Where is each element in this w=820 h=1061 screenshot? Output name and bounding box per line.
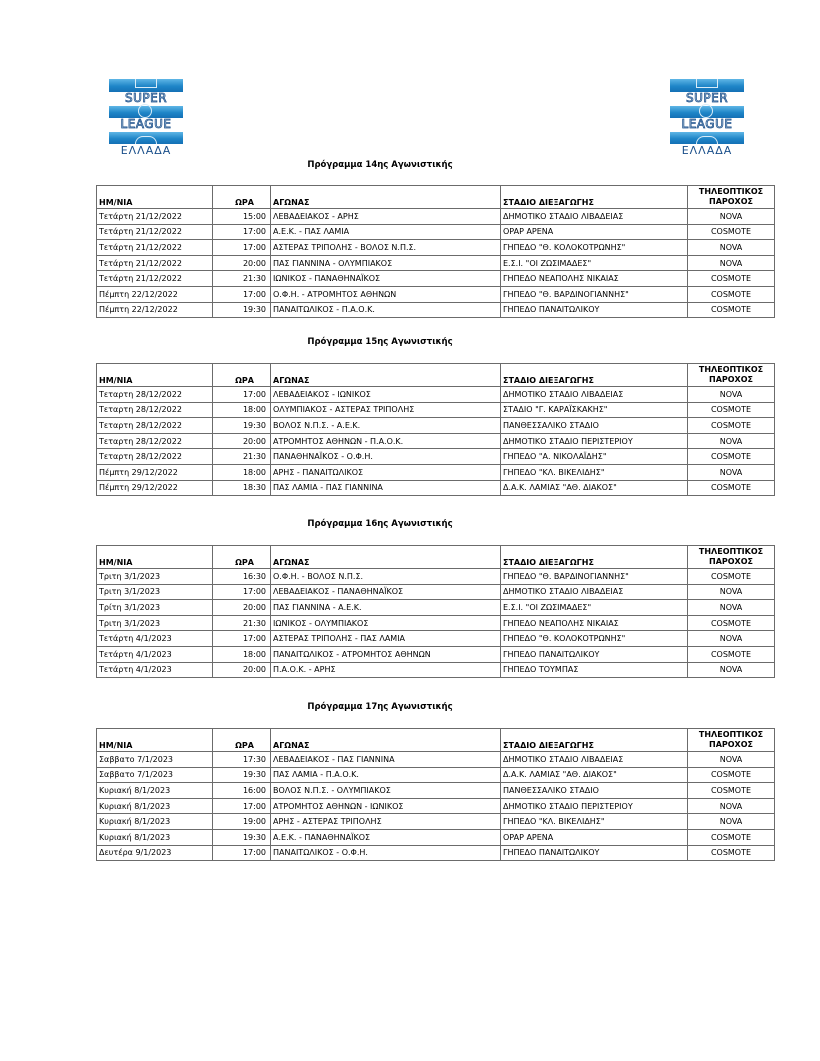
- header-venue: ΣΤΑΔΙΟ ΔΙΕΞΑΓΩΓΗΣ: [501, 546, 688, 569]
- cell-time: 18:00: [213, 646, 271, 662]
- header-match: ΑΓΩΝΑΣ: [271, 546, 501, 569]
- cell-venue: ΓΗΠΕΔΟ "ΚΛ. ΒΙΚΕΛΙΔΗΣ": [501, 814, 688, 830]
- cell-time: 17:00: [213, 798, 271, 814]
- cell-tv-provider: NOVA: [688, 631, 775, 647]
- header-tv-provider: [688, 186, 775, 209]
- cell-time: 19:30: [213, 767, 271, 783]
- header-tv-line2: ΠΑΡΟΧΟΣ: [709, 557, 753, 566]
- header-tv-provider: [688, 729, 775, 752]
- cell-time: 20:00: [213, 600, 271, 616]
- cell-date: Τεταρτη 28/12/2022: [97, 418, 213, 434]
- table-row: [97, 433, 775, 449]
- cell-date: Τεταρτη 28/12/2022: [97, 402, 213, 418]
- cell-match: ΛΕΒΑΔΕΙΑΚΟΣ - ΠΑΣ ΓΙΑΝΝΙΝΑ: [271, 752, 501, 768]
- cell-match: ΑΤΡΟΜΗΤΟΣ ΑΘΗΝΩΝ - Π.Α.Ο.Κ.: [271, 433, 501, 449]
- cell-date: Τετάρτη 21/12/2022: [97, 240, 213, 256]
- cell-time: 18:00: [213, 464, 271, 480]
- cell-date: Τεταρτη 28/12/2022: [97, 387, 213, 403]
- header-time: ΩΡΑ: [213, 729, 271, 752]
- header-date: ΗΜ/ΝΙΑ: [97, 364, 213, 387]
- cell-time: 17:00: [213, 845, 271, 861]
- table-row: [97, 402, 775, 418]
- cell-time: 19:30: [213, 418, 271, 434]
- cell-time: 18:30: [213, 480, 271, 496]
- header-date: ΗΜ/ΝΙΑ: [97, 729, 213, 752]
- cell-match: ΑΡΗΣ - ΠΑΝΑΙΤΩΛΙΚΟΣ: [271, 464, 501, 480]
- cell-venue: ΓΗΠΕΔΟ ΝΕΑΠΟΛΗΣ ΝΙΚΑΙΑΣ: [501, 615, 688, 631]
- header-tv-line2: ΠΑΡΟΧΟΣ: [709, 375, 753, 384]
- cell-time: 19:30: [213, 302, 271, 318]
- cell-tv-provider: COSMOTE: [688, 783, 775, 799]
- cell-venue: ΓΗΠΕΔΟ ΤΟΥΜΠΑΣ: [501, 662, 688, 678]
- cell-match: ΠΑΝΑΙΤΩΛΙΚΟΣ - Π.Α.Ο.Κ.: [271, 302, 501, 318]
- cell-tv-provider: NOVA: [688, 387, 775, 403]
- cell-venue: Ε.Σ.Ι. "ΟΙ ΖΩΣΙΜΑΔΕΣ": [501, 600, 688, 616]
- cell-time: 15:00: [213, 209, 271, 225]
- cell-venue: ΓΗΠΕΔΟ "Θ. ΚΟΛΟΚΟΤΡΩΝΗΣ": [501, 240, 688, 256]
- table-row: [97, 767, 775, 783]
- header-tv-line1: ΤΗΛΕΟΠΤΙΚΟΣ: [698, 547, 764, 556]
- super-league-logo-left: [105, 75, 187, 159]
- cell-time: 16:30: [213, 569, 271, 585]
- table-row: [97, 845, 775, 861]
- cell-date: Τρίτη 3/1/2023: [97, 600, 213, 616]
- cell-date: Τεταρτη 28/12/2022: [97, 449, 213, 465]
- goal-icon: [135, 79, 157, 88]
- cell-venue: ΓΗΠΕΔΟ "Θ. ΒΑΡΔΙΝΟΓΙΑΝΝΗΣ": [501, 569, 688, 585]
- cell-venue: Δ.Α.Κ. ΛΑΜΙΑΣ "ΑΘ. ΔΙΑΚΟΣ": [501, 767, 688, 783]
- table-row: [97, 569, 775, 585]
- cell-match: Ο.Φ.Η. - ΑΤΡΟΜΗΤΟΣ ΑΘΗΝΩΝ: [271, 286, 501, 302]
- super-league-logo-right: [666, 75, 748, 159]
- table-row: [97, 224, 775, 240]
- cell-venue: ΠΑΝΘΕΣΣΑΛΙΚΟ ΣΤΑΔΙΟ: [501, 418, 688, 434]
- cell-venue: Δ.Α.Κ. ΛΑΜΙΑΣ "ΑΘ. ΔΙΑΚΟΣ": [501, 480, 688, 496]
- cell-venue: OPAP ΑΡΕΝΑ: [501, 829, 688, 845]
- center-circle-icon: [699, 104, 713, 118]
- table-row: [97, 783, 775, 799]
- cell-match: Α.Ε.Κ. - ΠΑΝΑΘΗΝΑΪΚΟΣ: [271, 829, 501, 845]
- cell-match: ΟΛΥΜΠΙΑΚΟΣ - ΑΣΤΕΡΑΣ ΤΡΙΠΟΛΗΣ: [271, 402, 501, 418]
- cell-venue: Ε.Σ.Ι. "ΟΙ ΖΩΣΙΜΑΔΕΣ": [501, 255, 688, 271]
- cell-time: 21:30: [213, 449, 271, 465]
- table-header-row: [97, 546, 775, 569]
- cell-date: Κυριακή 8/1/2023: [97, 829, 213, 845]
- cell-date: Κυριακή 8/1/2023: [97, 814, 213, 830]
- cell-tv-provider: COSMOTE: [688, 646, 775, 662]
- cell-venue: ΔΗΜΟΤΙΚΟ ΣΤΑΔΙΟ ΛΙΒΑΔΕΙΑΣ: [501, 387, 688, 403]
- logo-text-ellada: ΕΛΛΑΔΑ: [681, 144, 733, 157]
- logo-text-league: LEAGUE: [120, 117, 172, 131]
- header-tv-provider: [688, 364, 775, 387]
- cell-tv-provider: NOVA: [688, 662, 775, 678]
- cell-tv-provider: NOVA: [688, 752, 775, 768]
- cell-venue: OPAP ΑΡΕΝΑ: [501, 224, 688, 240]
- cell-tv-provider: COSMOTE: [688, 569, 775, 585]
- cell-match: ΠΑΝΑΙΤΩΛΙΚΟΣ - ΑΤΡΟΜΗΤΟΣ ΑΘΗΝΩΝ: [271, 646, 501, 662]
- table-row: [97, 464, 775, 480]
- cell-date: Κυριακή 8/1/2023: [97, 798, 213, 814]
- header-venue: ΣΤΑΔΙΟ ΔΙΕΞΑΓΩΓΗΣ: [501, 186, 688, 209]
- cell-venue: ΓΗΠΕΔΟ ΝΕΑΠΟΛΗΣ ΝΙΚΑΙΑΣ: [501, 271, 688, 287]
- cell-venue: ΔΗΜΟΤΙΚΟ ΣΤΑΔΙΟ ΛΙΒΑΔΕΙΑΣ: [501, 752, 688, 768]
- cell-date: Τετάρτη 4/1/2023: [97, 662, 213, 678]
- cell-match: ΒΟΛΟΣ Ν.Π.Σ. - Α.Ε.Κ.: [271, 418, 501, 434]
- schedule-table: [96, 728, 775, 861]
- cell-date: Πέμπτη 22/12/2022: [97, 302, 213, 318]
- cell-time: 17:00: [213, 240, 271, 256]
- table-row: [97, 829, 775, 845]
- cell-match: ΠΑΣ ΓΙΑΝΝΙΝΑ - Α.Ε.Κ.: [271, 600, 501, 616]
- cell-tv-provider: NOVA: [688, 433, 775, 449]
- cell-time: 20:00: [213, 662, 271, 678]
- cell-venue: ΓΗΠΕΔΟ "Θ. ΒΑΡΔΙΝΟΓΙΑΝΝΗΣ": [501, 286, 688, 302]
- cell-date: Τετάρτη 21/12/2022: [97, 224, 213, 240]
- cell-date: Σαββατο 7/1/2023: [97, 752, 213, 768]
- cell-date: Δευτέρα 9/1/2023: [97, 845, 213, 861]
- cell-match: ΠΑΝΑΘΗΝΑΪΚΟΣ - Ο.Φ.Η.: [271, 449, 501, 465]
- header-venue: ΣΤΑΔΙΟ ΔΙΕΞΑΓΩΓΗΣ: [501, 729, 688, 752]
- cell-match: ΛΕΒΑΔΕΙΑΚΟΣ - ΠΑΝΑΘΗΝΑΪΚΟΣ: [271, 584, 501, 600]
- cell-tv-provider: NOVA: [688, 240, 775, 256]
- header-tv-line1: ΤΗΛΕΟΠΤΙΚΟΣ: [698, 365, 764, 374]
- schedule-table: [96, 363, 775, 496]
- header-tv-provider: [688, 546, 775, 569]
- cell-date: Τετάρτη 21/12/2022: [97, 271, 213, 287]
- schedule-table: [96, 545, 775, 678]
- header-tv-line2: ΠΑΡΟΧΟΣ: [709, 740, 753, 749]
- cell-tv-provider: NOVA: [688, 209, 775, 225]
- header-time: ΩΡΑ: [213, 186, 271, 209]
- cell-tv-provider: COSMOTE: [688, 767, 775, 783]
- header-time: ΩΡΑ: [213, 546, 271, 569]
- cell-time: 19:30: [213, 829, 271, 845]
- cell-date: Τεταρτη 28/12/2022: [97, 433, 213, 449]
- cell-time: 20:00: [213, 433, 271, 449]
- cell-venue: ΓΗΠΕΔΟ "ΚΛ. ΒΙΚΕΛΙΔΗΣ": [501, 464, 688, 480]
- cell-tv-provider: COSMOTE: [688, 845, 775, 861]
- cell-match: ΠΑΣ ΛΑΜΙΑ - Π.Α.Ο.Κ.: [271, 767, 501, 783]
- table-header-row: [97, 729, 775, 752]
- goal-arc-icon: [696, 136, 718, 144]
- table-row: [97, 302, 775, 318]
- cell-tv-provider: NOVA: [688, 600, 775, 616]
- cell-time: 16:00: [213, 783, 271, 799]
- cell-time: 17:00: [213, 387, 271, 403]
- cell-date: Τριτη 3/1/2023: [97, 584, 213, 600]
- logo-text-super: SUPER: [124, 91, 168, 105]
- header-tv-line1: ΤΗΛΕΟΠΤΙΚΟΣ: [698, 187, 764, 196]
- header-venue: ΣΤΑΔΙΟ ΔΙΕΞΑΓΩΓΗΣ: [501, 364, 688, 387]
- table-row: [97, 480, 775, 496]
- cell-tv-provider: COSMOTE: [688, 418, 775, 434]
- table-row: [97, 615, 775, 631]
- header-tv-line1: ΤΗΛΕΟΠΤΙΚΟΣ: [698, 730, 764, 739]
- cell-date: Πέμπτη 22/12/2022: [97, 286, 213, 302]
- header-time: ΩΡΑ: [213, 364, 271, 387]
- cell-time: 20:00: [213, 255, 271, 271]
- table-row: [97, 286, 775, 302]
- cell-date: Τετάρτη 21/12/2022: [97, 255, 213, 271]
- cell-tv-provider: COSMOTE: [688, 829, 775, 845]
- table-row: [97, 631, 775, 647]
- cell-match: ΑΣΤΕΡΑΣ ΤΡΙΠΟΛΗΣ - ΠΑΣ ΛΑΜΙΑ: [271, 631, 501, 647]
- cell-tv-provider: NOVA: [688, 814, 775, 830]
- cell-venue: ΓΗΠΕΔΟ "Θ. ΚΟΛΟΚΟΤΡΩΝΗΣ": [501, 631, 688, 647]
- cell-date: Τριτη 3/1/2023: [97, 615, 213, 631]
- cell-time: 18:00: [213, 402, 271, 418]
- cell-match: ΑΤΡΟΜΗΤΟΣ ΑΘΗΝΩΝ - ΙΩΝΙΚΟΣ: [271, 798, 501, 814]
- cell-venue: ΓΗΠΕΔΟ ΠΑΝΑΙΤΩΛΙΚΟΥ: [501, 646, 688, 662]
- header-tv-line2: ΠΑΡΟΧΟΣ: [709, 197, 753, 206]
- cell-time: 21:30: [213, 271, 271, 287]
- cell-venue: ΓΗΠΕΔΟ ΠΑΝΑΙΤΩΛΙΚΟΥ: [501, 302, 688, 318]
- cell-tv-provider: COSMOTE: [688, 402, 775, 418]
- cell-tv-provider: COSMOTE: [688, 480, 775, 496]
- table-row: [97, 584, 775, 600]
- header-match: ΑΓΩΝΑΣ: [271, 364, 501, 387]
- cell-date: Πέμπτη 29/12/2022: [97, 464, 213, 480]
- table-row: [97, 255, 775, 271]
- table-row: [97, 798, 775, 814]
- table-header-row: [97, 186, 775, 209]
- cell-match: Π.Α.Ο.Κ. - ΑΡΗΣ: [271, 662, 501, 678]
- cell-match: ΠΑΣ ΓΙΑΝΝΙΝΑ - ΟΛΥΜΠΙΑΚΟΣ: [271, 255, 501, 271]
- goal-icon: [696, 79, 718, 88]
- cell-tv-provider: COSMOTE: [688, 224, 775, 240]
- header-match: ΑΓΩΝΑΣ: [271, 729, 501, 752]
- cell-match: ΒΟΛΟΣ Ν.Π.Σ. - ΟΛΥΜΠΙΑΚΟΣ: [271, 783, 501, 799]
- cell-match: ΠΑΝΑΙΤΩΛΙΚΟΣ - Ο.Φ.Η.: [271, 845, 501, 861]
- table-row: [97, 418, 775, 434]
- table-row: [97, 752, 775, 768]
- table-row: [97, 600, 775, 616]
- round-title: Πρόγραμμα 17ης Αγωνιστικής: [307, 702, 453, 712]
- cell-match: ΑΡΗΣ - ΑΣΤΕΡΑΣ ΤΡΙΠΟΛΗΣ: [271, 814, 501, 830]
- table-row: [97, 387, 775, 403]
- cell-tv-provider: COSMOTE: [688, 449, 775, 465]
- table-row: [97, 271, 775, 287]
- cell-tv-provider: COSMOTE: [688, 286, 775, 302]
- cell-date: Τριτη 3/1/2023: [97, 569, 213, 585]
- logo-text-ellada: ΕΛΛΑΔΑ: [120, 144, 172, 157]
- center-circle-icon: [138, 104, 152, 118]
- header-date: ΗΜ/ΝΙΑ: [97, 546, 213, 569]
- cell-venue: ΔΗΜΟΤΙΚΟ ΣΤΑΔΙΟ ΛΙΒΑΔΕΙΑΣ: [501, 209, 688, 225]
- cell-venue: ΔΗΜΟΤΙΚΟ ΣΤΑΔΙΟ ΠΕΡΙΣΤΕΡΙΟΥ: [501, 798, 688, 814]
- table-row: [97, 449, 775, 465]
- table-row: [97, 646, 775, 662]
- cell-match: ΙΩΝΙΚΟΣ - ΠΑΝΑΘΗΝΑΪΚΟΣ: [271, 271, 501, 287]
- cell-match: Α.Ε.Κ. - ΠΑΣ ΛΑΜΙΑ: [271, 224, 501, 240]
- cell-date: Πέμπτη 29/12/2022: [97, 480, 213, 496]
- cell-time: 17:00: [213, 584, 271, 600]
- cell-match: ΛΕΒΑΔΕΙΑΚΟΣ - ΙΩΝΙΚΟΣ: [271, 387, 501, 403]
- cell-venue: ΔΗΜΟΤΙΚΟ ΣΤΑΔΙΟ ΛΙΒΑΔΕΙΑΣ: [501, 584, 688, 600]
- cell-tv-provider: NOVA: [688, 584, 775, 600]
- cell-time: 17:00: [213, 631, 271, 647]
- cell-tv-provider: NOVA: [688, 464, 775, 480]
- cell-match: ΙΩΝΙΚΟΣ - ΟΛΥΜΠΙΑΚΟΣ: [271, 615, 501, 631]
- cell-match: ΠΑΣ ΛΑΜΙΑ - ΠΑΣ ΓΙΑΝΝΙΝΑ: [271, 480, 501, 496]
- cell-tv-provider: NOVA: [688, 798, 775, 814]
- cell-time: 17:00: [213, 286, 271, 302]
- table-row: [97, 240, 775, 256]
- table-row: [97, 814, 775, 830]
- logo-text-league: LEAGUE: [681, 117, 733, 131]
- cell-date: Τετάρτη 21/12/2022: [97, 209, 213, 225]
- cell-tv-provider: COSMOTE: [688, 302, 775, 318]
- table-row: [97, 209, 775, 225]
- logo-text-super: SUPER: [685, 91, 729, 105]
- table-header-row: [97, 364, 775, 387]
- round-title: Πρόγραμμα 14ης Αγωνιστικής: [307, 160, 453, 170]
- cell-match: ΑΣΤΕΡΑΣ ΤΡΙΠΟΛΗΣ - ΒΟΛΟΣ Ν.Π.Σ.: [271, 240, 501, 256]
- cell-date: Σαββατο 7/1/2023: [97, 767, 213, 783]
- cell-tv-provider: NOVA: [688, 255, 775, 271]
- cell-date: Τετάρτη 4/1/2023: [97, 631, 213, 647]
- cell-date: Τετάρτη 4/1/2023: [97, 646, 213, 662]
- cell-time: 19:00: [213, 814, 271, 830]
- cell-tv-provider: COSMOTE: [688, 271, 775, 287]
- cell-venue: ΓΗΠΕΔΟ "Α. ΝΙΚΟΛΑΪΔΗΣ": [501, 449, 688, 465]
- cell-date: Κυριακή 8/1/2023: [97, 783, 213, 799]
- round-title: Πρόγραμμα 16ης Αγωνιστικής: [307, 519, 453, 529]
- cell-venue: ΔΗΜΟΤΙΚΟ ΣΤΑΔΙΟ ΠΕΡΙΣΤΕΡΙΟΥ: [501, 433, 688, 449]
- round-title: Πρόγραμμα 15ης Αγωνιστικής: [307, 337, 453, 347]
- cell-venue: ΓΗΠΕΔΟ ΠΑΝΑΙΤΩΛΙΚΟΥ: [501, 845, 688, 861]
- cell-venue: ΣΤΑΔΙΟ "Γ. ΚΑΡΑΪΣΚΑΚΗΣ": [501, 402, 688, 418]
- header-date: ΗΜ/ΝΙΑ: [97, 186, 213, 209]
- cell-match: ΛΕΒΑΔΕΙΑΚΟΣ - ΑΡΗΣ: [271, 209, 501, 225]
- schedule-table: [96, 185, 775, 318]
- cell-tv-provider: COSMOTE: [688, 615, 775, 631]
- table-row: [97, 662, 775, 678]
- cell-match: Ο.Φ.Η. - ΒΟΛΟΣ Ν.Π.Σ.: [271, 569, 501, 585]
- cell-venue: ΠΑΝΘΕΣΣΑΛΙΚΟ ΣΤΑΔΙΟ: [501, 783, 688, 799]
- cell-time: 21:30: [213, 615, 271, 631]
- cell-time: 17:00: [213, 224, 271, 240]
- cell-time: 17:30: [213, 752, 271, 768]
- header-match: ΑΓΩΝΑΣ: [271, 186, 501, 209]
- goal-arc-icon: [135, 136, 157, 144]
